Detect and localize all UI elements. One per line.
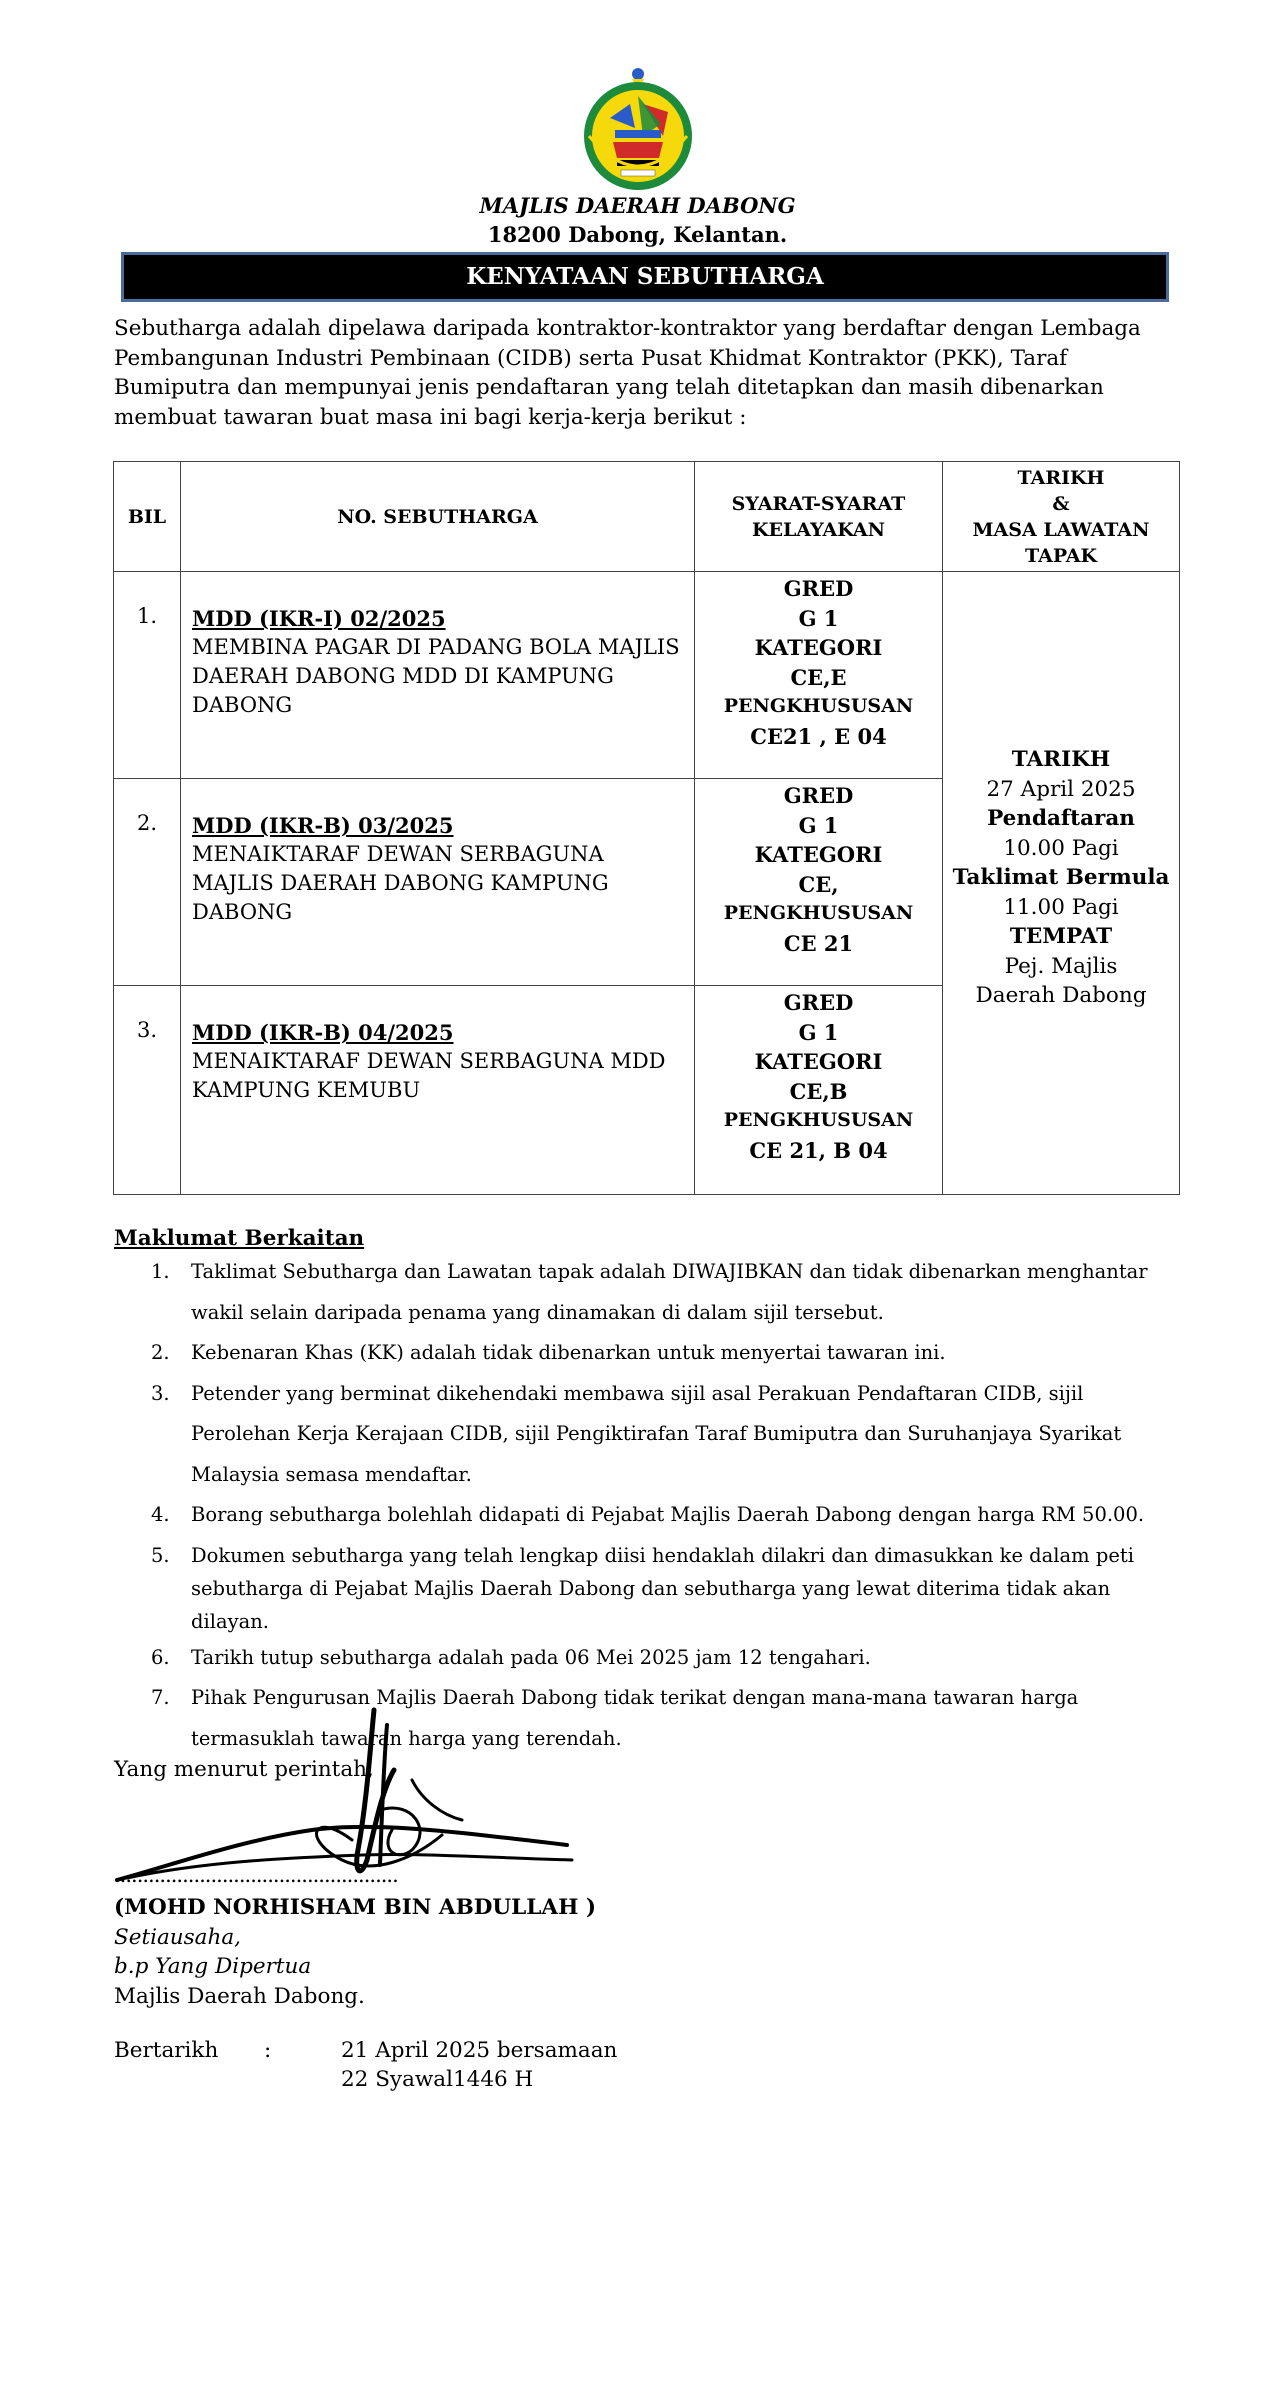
pengkhususan-label: PENGKHUSUSAN xyxy=(723,1109,914,1131)
related-info-title: Maklumat Berkaitan xyxy=(114,1226,365,1251)
list-text: Borang sebutharga bolehlah didapati di Pejabat Majlis Daerah Dabong dengan harga RM 50.00. xyxy=(191,1503,1145,1526)
dated-label: Bertarikh xyxy=(114,2038,219,2063)
table-row xyxy=(114,572,1180,779)
closing-line: Yang menurut perintah, xyxy=(114,1757,374,1782)
header-tarikh-line: TARIKH xyxy=(1017,466,1105,489)
row-bil: 1. xyxy=(114,572,181,779)
intro-paragraph: Sebutharga adalah dipelawa daripada kontraktor-kontraktor yang berdaftar dengan Lembaga Pembangunan Industri Pembinaan (CIDB) serta Pusat Khidmat Kontraktor (PKK), Taraf Bumiputra dan mempunyai jenis pendaftaran yang telah ditetapkan dan masih dibenarkan membuat tawaran buat masa ini bagi kerja-kerja berikut : xyxy=(114,316,1141,430)
gred-value: G 1 xyxy=(798,812,839,838)
notice-title-banner: KENYATAAN SEBUTHARGA xyxy=(121,252,1169,302)
header-no-sebutharga: NO. SEBUTHARGA xyxy=(181,462,695,572)
row-bil: 3. xyxy=(114,986,181,1195)
list-item xyxy=(114,1495,1174,1536)
dated-colon: : xyxy=(264,2038,272,2063)
list-number: 3. xyxy=(151,1381,170,1405)
registration-label: Pendaftaran xyxy=(987,806,1135,832)
briefing-label: Taklimat Bermula xyxy=(952,865,1170,891)
list-text: Dokumen sebutharga yang telah lengkap diisi hendaklah dilakri dan dimasukkan ke dalam peti sebutharga di Pejabat Majlis Daerah Dabong dan sebutharga yang lewat diterima tidak akan dilayan. xyxy=(191,1543,1134,1633)
signer-organization: Majlis Daerah Dabong. xyxy=(114,1983,365,2009)
organization-address: 18200 Dabong, Kelantan. xyxy=(487,222,788,247)
quotation-table xyxy=(113,461,1180,1195)
pengkhususan-label: PENGKHUSUSAN xyxy=(723,902,914,924)
row-quotation xyxy=(181,779,695,986)
dated-hijri: 22 Syawal1446 H xyxy=(341,2067,534,2092)
list-item xyxy=(114,1539,1174,1638)
row-requirements xyxy=(695,572,943,779)
gred-value: G 1 xyxy=(798,1019,839,1045)
signer-position: Setiausaha, xyxy=(114,1924,241,1950)
briefing-time: 11.00 Pagi xyxy=(1003,894,1119,920)
quotation-description: MENAIKTARAF DEWAN SERBAGUNA MDD KAMPUNG KEMUBU xyxy=(192,1049,666,1102)
list-text: Tarikh tutup sebutharga adalah pada 06 Mei 2025 jam 12 tengahari. xyxy=(191,1645,871,1669)
pengkhususan-value: CE 21, B 04 xyxy=(749,1137,888,1163)
header-tarikh-line: & xyxy=(1052,492,1070,515)
header-bil: BIL xyxy=(114,462,181,572)
visit-date-label: TARIKH xyxy=(1011,747,1111,773)
venue: Pej. Majlis Daerah Dabong xyxy=(975,953,1147,1009)
list-text: Pihak Pengurusan Majlis Daerah Dabong tidak terikat dengan mana-mana tawaran harga termasuklah tawaran harga yang terendah. xyxy=(191,1686,1079,1750)
header-syarat-line: KELAYAKAN xyxy=(751,518,886,541)
list-text: Petender yang berminat dikehendaki membawa sijil asal Perakuan Pendaftaran CIDB, sijil Perolehan Kerja Kerajaan CIDB, sijil Pengiktirafan Taraf Bumiputra dan Suruhanjaya Syarikat Malaysia semasa mendaftar. xyxy=(191,1381,1122,1486)
quotation-code: MDD (IKR-B) 04/2025 xyxy=(192,1020,454,1045)
organization-name: MAJLIS DAERAH DABONG xyxy=(479,193,796,218)
venue-label: TEMPAT xyxy=(1009,924,1113,950)
signer-behalf: b.p Yang Dipertua xyxy=(114,1954,312,1979)
gred-label: GRED xyxy=(783,576,854,601)
council-crest-logo xyxy=(583,66,693,194)
related-info-list xyxy=(114,1252,1174,1759)
kategori-label: KATEGORI xyxy=(754,635,883,660)
site-visit-cell xyxy=(943,572,1180,1195)
pengkhususan-value: CE 21 xyxy=(783,930,854,956)
list-item xyxy=(114,1638,1174,1679)
gred-label: GRED xyxy=(783,783,854,808)
list-number: 1. xyxy=(151,1260,170,1283)
list-item xyxy=(114,1374,1174,1496)
list-number: 6. xyxy=(151,1645,170,1669)
list-number: 7. xyxy=(151,1686,170,1709)
signer-name: (MOHD NORHISHAM BIN ABDULLAH ) xyxy=(114,1895,597,1920)
quotation-code: MDD (IKR-I) 02/2025 xyxy=(192,606,446,631)
quotation-code: MDD (IKR-B) 03/2025 xyxy=(192,813,454,838)
row-requirements xyxy=(695,779,943,986)
header-tarikh xyxy=(943,462,1180,572)
header-tarikh-line: MASA LAWATAN xyxy=(972,518,1150,541)
gred-value: G 1 xyxy=(798,605,839,631)
row-bil: 2. xyxy=(114,779,181,986)
header-tarikh-line: TAPAK xyxy=(1024,544,1097,567)
visit-date: 27 April 2025 xyxy=(986,776,1136,802)
list-number: 2. xyxy=(151,1341,170,1364)
header-syarat-line: SYARAT-SYARAT xyxy=(731,492,906,515)
row-quotation xyxy=(181,986,695,1195)
header-syarat xyxy=(695,462,943,572)
dated-gregorian: 21 April 2025 bersamaan xyxy=(341,2038,618,2063)
list-item xyxy=(114,1252,1174,1333)
row-requirements xyxy=(695,986,943,1195)
list-text: Taklimat Sebutharga dan Lawatan tapak adalah DIWAJIBKAN dan tidak dibenarkan menghantar wakil selain daripada penama yang dinamakan di dalam sijil tersebut. xyxy=(191,1260,1148,1324)
kategori-value: CE,E xyxy=(790,664,847,690)
kategori-value: CE, xyxy=(798,871,839,897)
quotation-description: MENAIKTARAF DEWAN SERBAGUNA MAJLIS DAERAH DABONG KAMPUNG DABONG xyxy=(192,842,609,924)
pengkhususan-value: CE21 , E 04 xyxy=(750,723,887,749)
list-item xyxy=(114,1333,1174,1374)
kategori-label: KATEGORI xyxy=(754,842,883,867)
list-text: Kebenaran Khas (KK) adalah tidak dibenarkan untuk menyertai tawaran ini. xyxy=(191,1341,946,1364)
list-number: 5. xyxy=(151,1543,170,1567)
quotation-description: MEMBINA PAGAR DI PADANG BOLA MAJLIS DAERAH DABONG MDD DI KAMPUNG DABONG xyxy=(192,635,680,717)
row-quotation xyxy=(181,572,695,779)
gred-label: GRED xyxy=(783,990,854,1015)
list-number: 4. xyxy=(151,1503,170,1526)
pengkhususan-label: PENGKHUSUSAN xyxy=(723,695,914,717)
table-header-row xyxy=(114,462,1180,572)
signer-block xyxy=(114,1893,596,2011)
kategori-value: CE,B xyxy=(789,1078,848,1104)
registration-time: 10.00 Pagi xyxy=(1003,835,1119,861)
signature-line: .................................................. xyxy=(114,1863,398,1887)
kategori-label: KATEGORI xyxy=(754,1049,883,1074)
